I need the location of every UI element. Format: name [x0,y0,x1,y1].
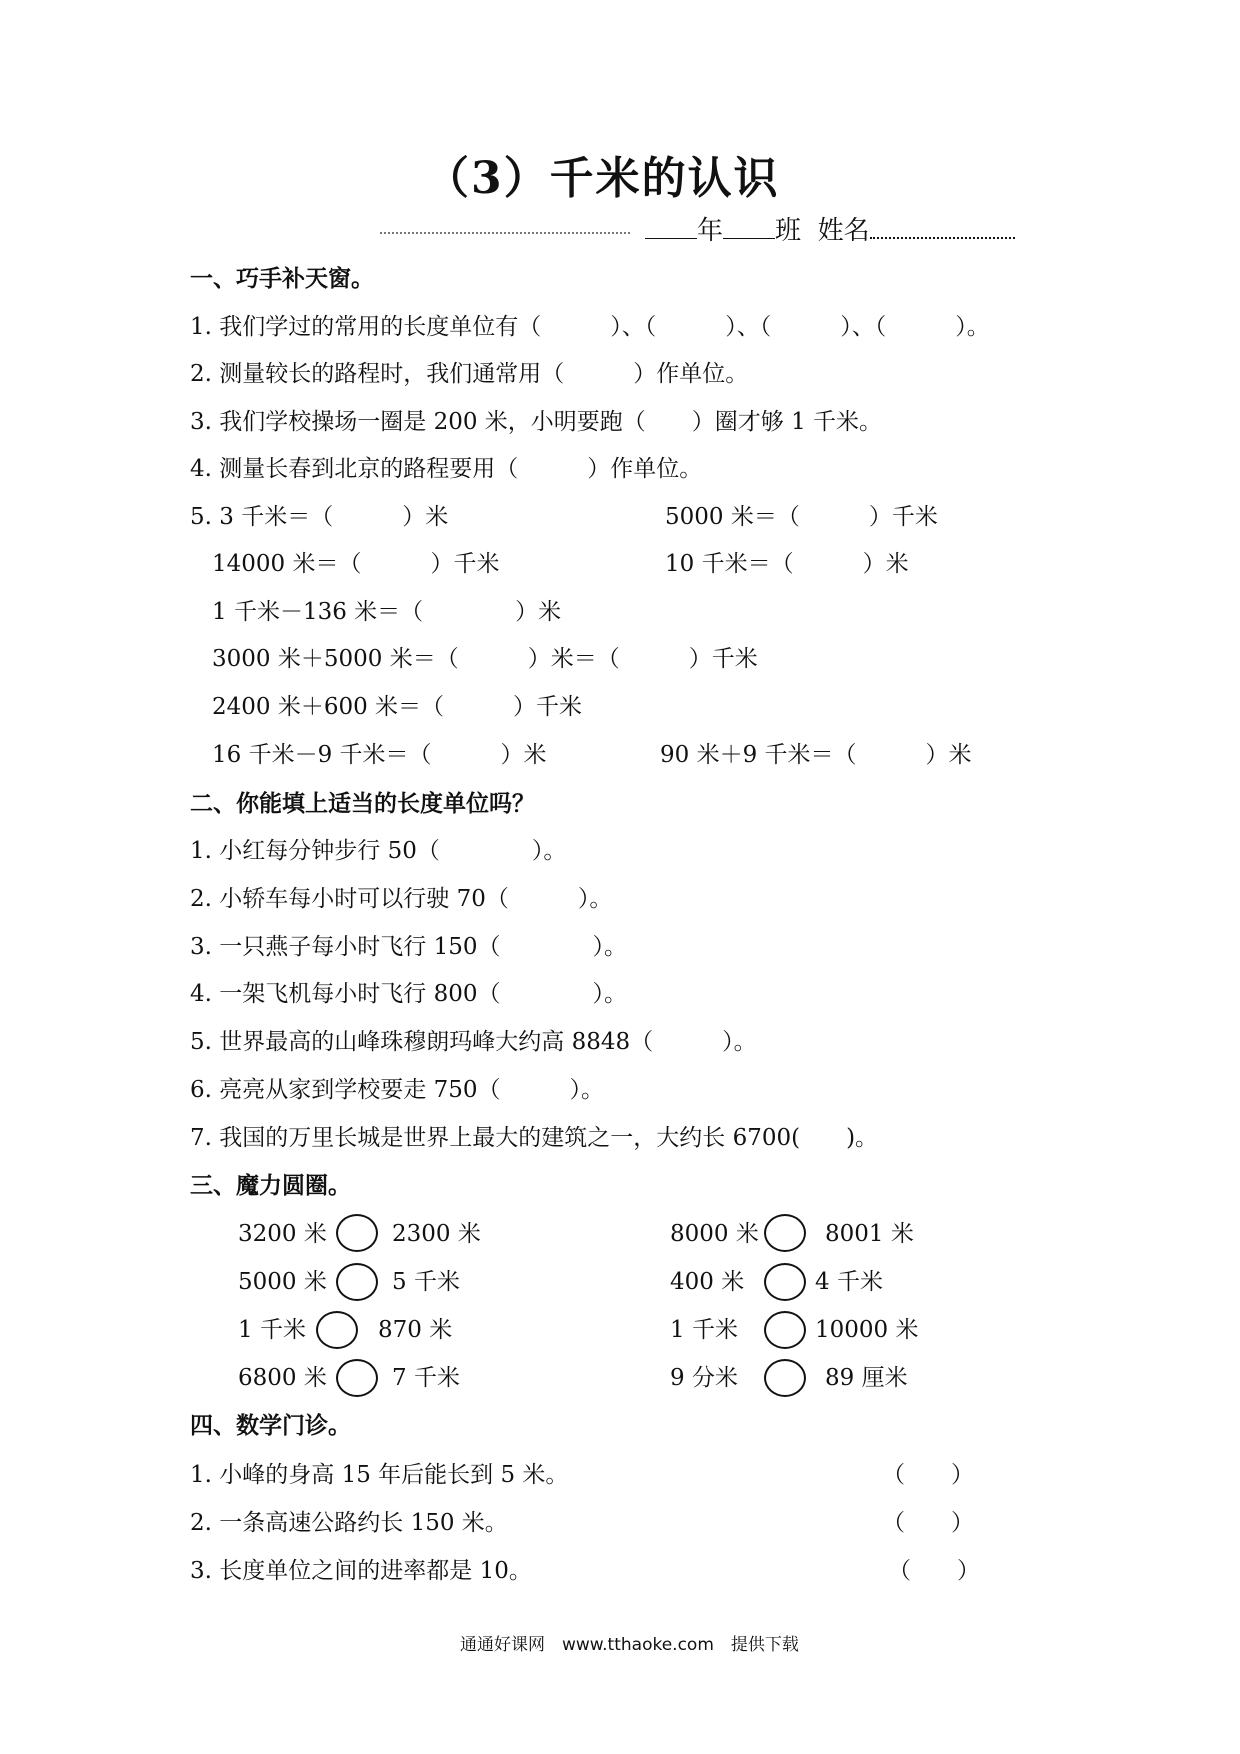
compare-right-value: 10000 米 [815,1317,919,1343]
name-blank[interactable] [870,215,1015,239]
compare-left-value: 3200 米 [238,1221,327,1247]
s1-question-2: 2. 测量较长的路程时，我们通常用（ ）作单位。 [190,361,749,387]
s1-question-5f-right: 90 米＋9 千米＝（ ）米 [660,742,972,768]
section-3-heading: 三、魔力圆圈。 [190,1173,351,1199]
s1-question-5d: 3000 米＋5000 米＝（ ）米＝（ ）千米 [212,646,758,672]
s4-question-3: 3. 长度单位之间的进率都是 10。 [190,1558,532,1584]
s2-question-7: 7. 我国的万里长城是世界上最大的建筑之一，大约长 6700( )。 [190,1125,879,1151]
compare-right-value: 2300 米 [392,1221,481,1247]
s2-question-5: 5. 世界最高的山峰珠穆朗玛峰大约高 8848（ ）。 [190,1029,757,1055]
s4-answer-paren-1[interactable]: （ ） [882,1462,974,1488]
class-blank[interactable] [723,216,775,239]
section-2-heading: 二、你能填上适当的长度单位吗？ [190,791,535,817]
s4-answer-paren-2[interactable]: （ ） [882,1510,974,1536]
compare-left-value: 1 千米 [670,1317,738,1343]
s1-question-5a-left: 5. 3 千米＝（ ）米 [190,504,449,530]
compare-circle[interactable] [336,1359,378,1397]
s2-question-4: 4. 一架飞机每小时飞行 800（ ）。 [190,981,627,1007]
compare-right-value: 89 厘米 [825,1365,908,1391]
compare-left-value: 8000 米 [670,1221,759,1247]
compare-left-value: 400 米 [670,1269,745,1295]
s2-question-1: 1. 小红每分钟步行 50（ ）。 [190,838,567,864]
compare-right-value: 8001 米 [825,1221,914,1247]
compare-left-value: 1 千米 [238,1317,306,1343]
compare-circle[interactable] [764,1311,806,1349]
s1-question-5b-left: 14000 米＝（ ）千米 [212,551,500,577]
compare-circle[interactable] [764,1359,806,1397]
s2-question-6: 6. 亮亮从家到学校要走 750（ ）。 [190,1077,604,1103]
student-info-row [380,210,1080,250]
compare-right-value: 4 千米 [815,1269,883,1295]
s4-question-2: 2. 一条高速公路约长 150 米。 [190,1510,508,1536]
s2-question-3: 3. 一只燕子每小时飞行 150（ ）。 [190,934,627,960]
grade-blank[interactable] [645,216,697,239]
s1-question-5a-right: 5000 米＝（ ）千米 [665,504,938,530]
name-label: 姓名 [817,216,870,246]
compare-right-value: 5 千米 [392,1269,460,1295]
section-4-heading: 四、数学门诊。 [190,1413,351,1439]
class-label: 班 [775,216,802,246]
compare-circle[interactable] [764,1263,806,1301]
s1-question-1: 1. 我们学过的常用的长度单位有（ ）、（ ）、（ ）、（ ）。 [190,314,990,340]
dotted-leader [380,232,630,234]
compare-right-value: 7 千米 [392,1365,460,1391]
s1-question-5f-left: 16 千米－9 千米＝（ ）米 [212,742,547,768]
s1-question-5e: 2400 米＋600 米＝（ ）千米 [212,694,583,720]
grade-label: 年 [697,216,724,246]
compare-circle[interactable] [316,1311,358,1349]
page-title: （3）千米的认识 [425,153,780,204]
compare-left-value: 6800 米 [238,1365,327,1391]
compare-right-value: 870 米 [378,1317,453,1343]
s1-question-5c: 1 千米－136 米＝（ ）米 [212,599,562,625]
section-1-heading: 一、巧手补天窗。 [190,266,374,292]
compare-left-value: 9 分米 [670,1365,738,1391]
s1-question-4: 4. 测量长春到北京的路程要用（ ）作单位。 [190,456,703,482]
student-info [645,210,1015,247]
s2-question-2: 2. 小轿车每小时可以行驶 70（ ）。 [190,886,613,912]
compare-circle[interactable] [764,1214,806,1252]
s4-question-1: 1. 小峰的身高 15 年后能长到 5 米。 [190,1462,569,1488]
s4-answer-paren-3[interactable]: （ ） [888,1558,980,1584]
s1-question-5b-right: 10 千米＝（ ）米 [665,551,909,577]
page-footer: 通通好课网 www.tthaoke.com 提供下载 [460,1635,799,1655]
compare-left-value: 5000 米 [238,1269,327,1295]
compare-circle[interactable] [336,1263,378,1301]
s1-question-3: 3. 我们学校操场一圈是 200 米，小明要跑（ ）圈才够 1 千米。 [190,409,883,435]
compare-circle[interactable] [336,1214,378,1252]
